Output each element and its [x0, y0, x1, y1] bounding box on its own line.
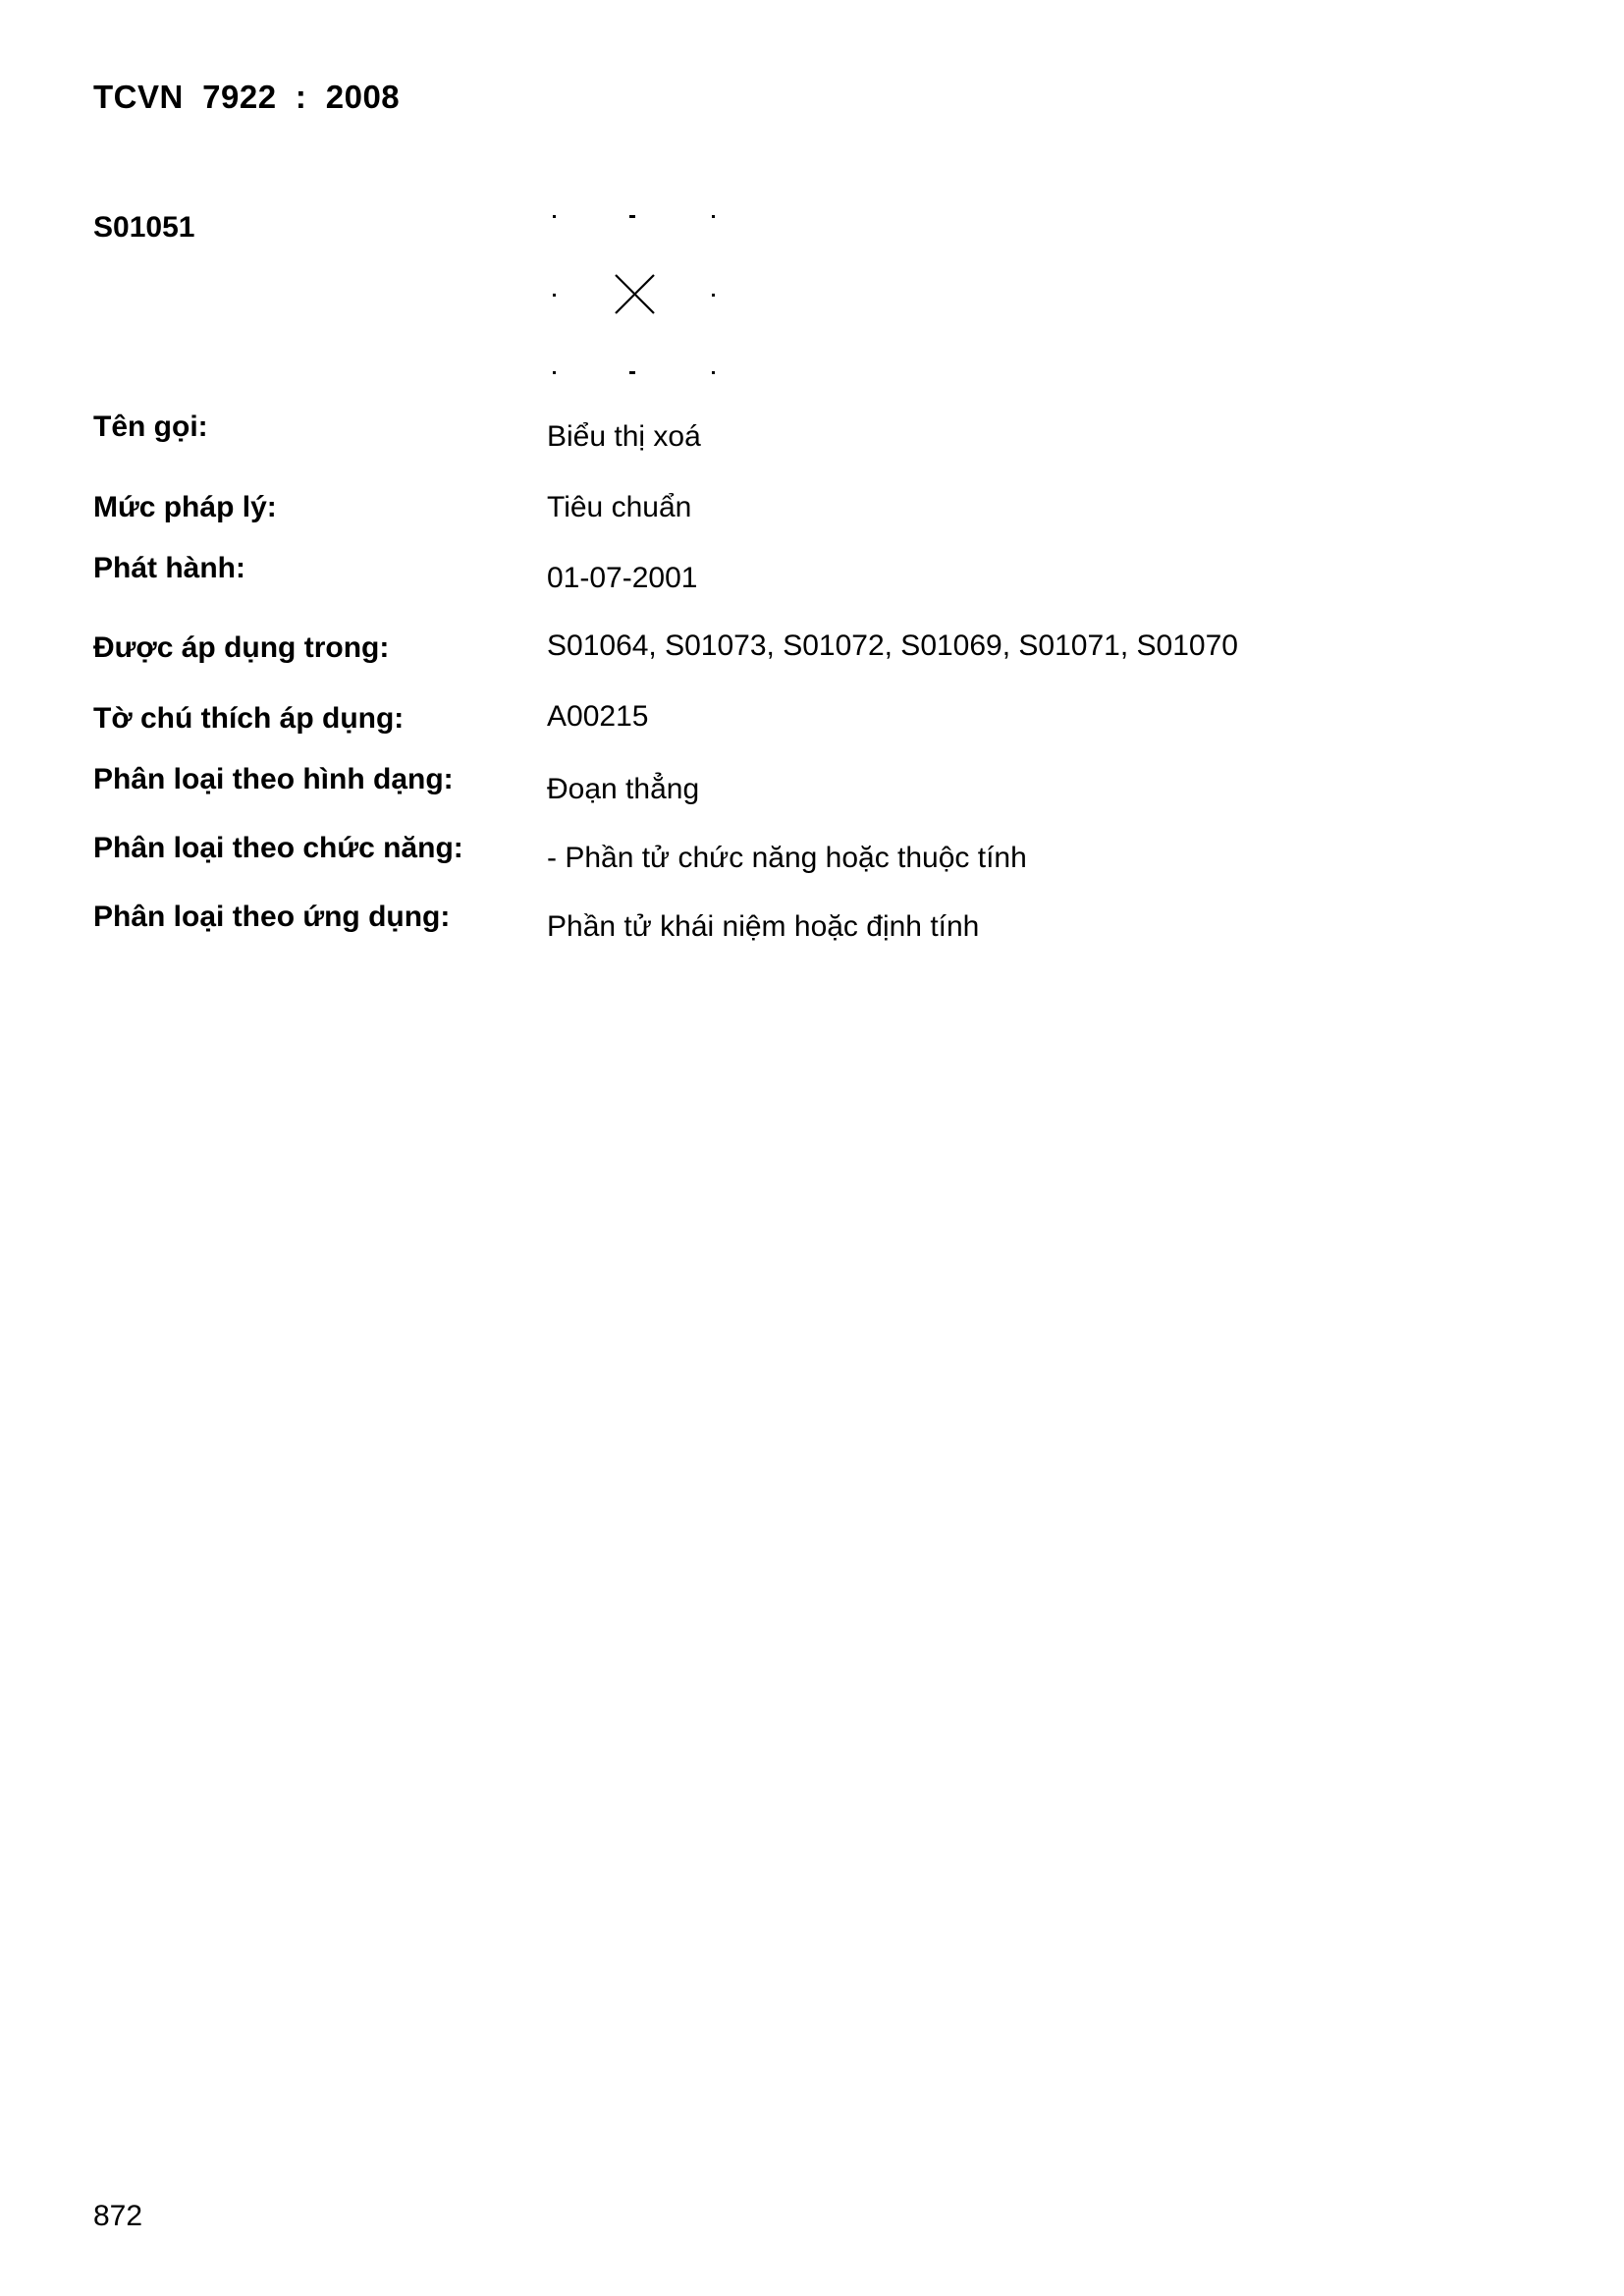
- grid-dot: [629, 371, 635, 374]
- cross-x-icon: [535, 201, 731, 398]
- field-label-name: Tên gọi:: [93, 410, 208, 443]
- field-label-legal-level: Mức pháp lý:: [93, 491, 277, 523]
- field-value-shape-class: Đoạn thẳng: [547, 773, 700, 805]
- grid-dot: [712, 371, 715, 374]
- field-value-release: 01-07-2001: [547, 562, 698, 594]
- field-label-shape-class: Phân loại theo hình dạng:: [93, 763, 454, 795]
- field-label-function-class: Phân loại theo chức năng:: [93, 832, 463, 864]
- grid-dot: [553, 371, 556, 374]
- field-value-legal-level: Tiêu chuẩn: [547, 491, 692, 523]
- field-value-name: Biểu thị xoá: [547, 420, 701, 453]
- grid-dot: [712, 294, 715, 297]
- grid-dot: [712, 215, 715, 218]
- symbol-code: S01051: [93, 211, 195, 244]
- field-label-application-class: Phân loại theo ứng dụng:: [93, 901, 451, 933]
- field-value-application-note: A00215: [547, 700, 649, 733]
- field-value-application-class: Phần tử khái niệm hoặc định tính: [547, 910, 980, 943]
- page-number: 872: [93, 2200, 143, 2232]
- grid-dot: [629, 215, 635, 218]
- field-label-release: Phát hành:: [93, 552, 245, 584]
- field-label-application-note: Tờ chú thích áp dụng:: [93, 702, 405, 735]
- document-header: TCVN 7922 : 2008: [93, 79, 401, 115]
- field-value-applied-in: S01064, S01073, S01072, S01069, S01071, S01070: [547, 629, 1238, 662]
- field-label-applied-in: Được áp dụng trong:: [93, 631, 390, 664]
- grid-dot: [553, 294, 556, 297]
- field-value-function-class: - Phần tử chức năng hoặc thuộc tính: [547, 842, 1027, 874]
- grid-dot: [553, 215, 556, 218]
